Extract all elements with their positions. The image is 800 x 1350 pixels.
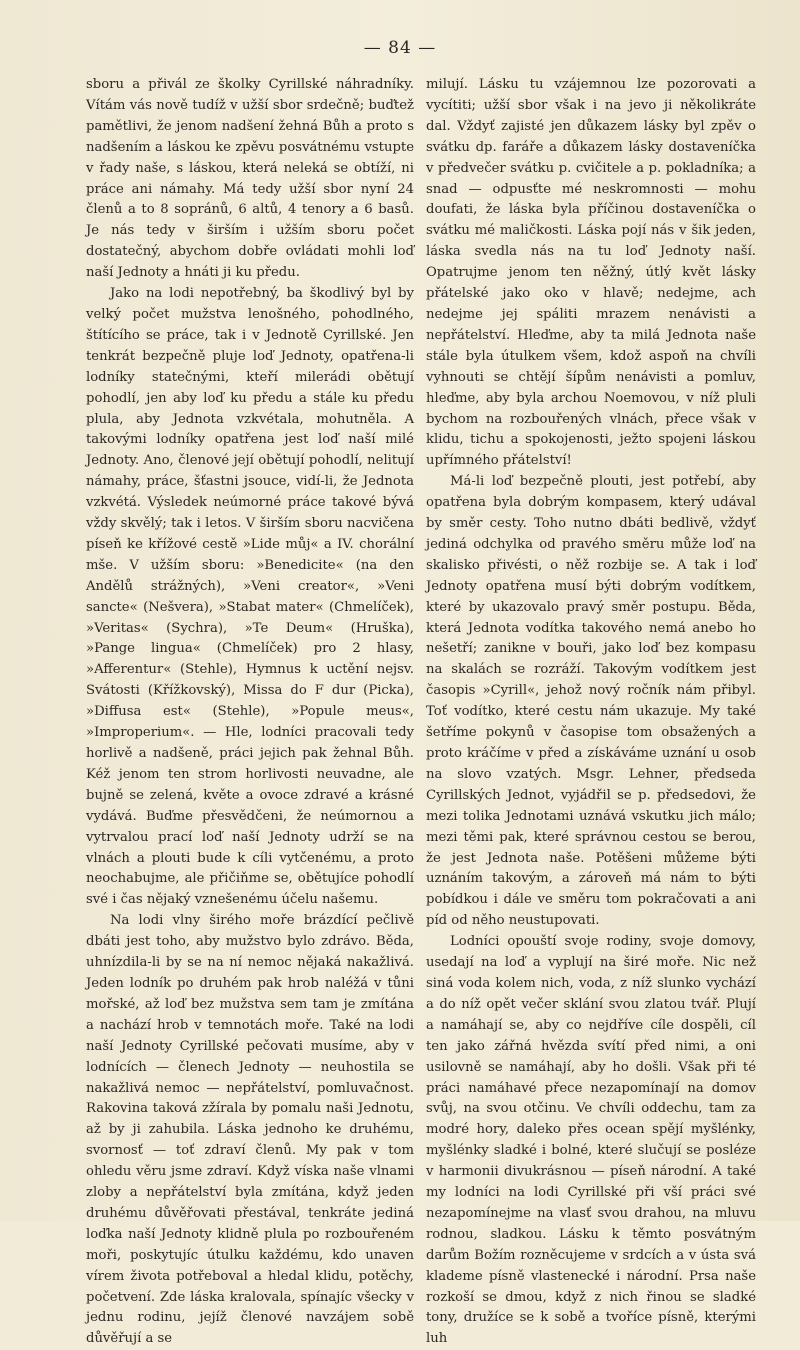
paragraph: Na lodi vlny širého moře brázdící pečlivě dbáti jest toho, aby mužstvo bylo zdrávo. Běda, uhnízdila-li by se na ní nemoc nějaká nakažlivá. Jeden lodník po druhém pak hrob naléžá v tůni mořské, až loď bez mužstva sem tam je zmítána a nachází hrob v temnotách moře. Také na lodi naší Jednoty Cyrillské pečovati musíme, aby v lodnících — členech Jednoty — neuhostila se nakažlivá nemoc — nepřátelství, pomluvačnost. Rakovina taková zžírala by pomalu naši Jednotu, až by ji zahubila. Láska jednoho ke druhému, svornosť — toť zdraví členů. My pak v tom ohledu věru jsme zdraví. Když víska naše vlnami zloby a nepřátelství byla zmítána, když jeden druhému důvěřovati přestával, tenkráte jediná loďka naší Jednoty klidně plula po rozbouřeném moři, poskytujíc útulku každému, kdo unaven vírem života potřeboval a hledal klidu, potěchy, početvení. Zde láska kralovala, spínajíc všecky v jednu rodinu, jejíž členové navzájem sobě důvěřují a se — [86, 913, 414, 1347]
right-column — [426, 75, 756, 1350]
paragraph: Jako na lodi nepotřebný, ba škodlivý byl by velký počet mužstva lenošného, pohodlného, štítícího se práce, tak i v Jednotě Cyrillské. Jen tenkrát bezpečně pluje loď Jednoty, opatřena-li lodníky statečnými, kteří milerádi obětují pohodlí, jen aby loď ku předu a stále ku předu plula, aby Jednota vzkvétala, mohutněla. A takovými lodníky opatřena jest loď naší milé Jednoty. Ano, členové její obětují pohodlí, nelitují námahy, práce, šťastni jsouce, vidí-li, že Jednota vzkvétá. Výsledek neúmorné práce takové bývá vždy skvělý; tak i letos. V širším sboru nacvičena píseň ke křížové cestě »Lide můj« a IV. chorální mše. V užším sboru: »Benedicite« (na den Andělů strážných), »Veni creator«, »Veni sancte« (Nešvera), »Stabat mater« (Chmelíček), »Veritas« (Sychra), »Te Deum« (Hruška), »Pange lingua« (Chmelíček) pro 2 hlasy, »Afferentur« (Stehle), Hymnus k uctění nejsv. Svátosti (Křížkovský), Missa do F dur (Picka), »Diffusa est« (Stehle), »Popule meus«, »Improperium«. — Hle, lodníci pracovali tedy horlivě a nadšeně, práci jejich pak žehnal Bůh. Kéž jenom ten strom horlivosti neuvadne, ale bujně se zelená, květe a ovoce zdravé a krásné vydává. Buďme přesvědčeni, že neúmornou a vytrvalou prací loď naší Jednoty udrží se na vlnách a plouti bude k cíli vytčenému, a proto neochabujme, ale přičiňme se, obětujíce pohodlí své i čas nějaký vznešenému účelu našemu. — [86, 286, 414, 908]
paragraph: Lodníci opouští svoje rodiny, svoje domovy, usedají na loď a vyplují na širé moře. Nic než siná voda kolem nich, voda, z níž slunko vychází a do níž opět večer sklání svou zlatou tvář. Plují a namáhají se, aby co nejdříve cíle dospěli, cíl ten jako zářná hvězda svítí před nimi, a oni usilovně se namáhají, aby ho došli. Však při té práci namáhavé přece nezapomínají na domov svůj, na svou otčinu. Ve chvíli oddechu, tam za modré hory, daleko přes ocean spějí myšlénky, myšlénky sladké i bolné, které slučují se posléze v harmonii divukrásnou — píseň národní. A také my lodníci na lodi Cyrillské při vší práci své nezapomínejme na vlasť svou drahou, na mluvu rodnou, sladkou. Lásku k těmto posvátným darům Božím rozněcujeme v srdcích a v ústa svá klademe písně vlastenecké i národní. Prsa naše rozkoší se dmou, když z nich řinou se sladké tony, družíce se k sobě a tvoříce písně, kterými luh — [426, 934, 756, 1347]
paragraph: milují. Lásku tu vzájemnou lze pozorovati a vycítiti; užší sbor však i na jevo ji několikráte dal. Vždyť zajisté jen důkazem lásky byl zpěv o svátku dp. faráře a důkazem lásky dostaveníčka v předvečer svátku p. cvičitele a p. pokladníka; a snad — odpusťte mé neskromnosti — mohu doufati, že láska byla příčinou dostaveníčka o svátku mé maličkosti. Láska pojí nás v šik jeden, láska svedla nás na tu loď Jednoty naší. Opatrujme jenom ten něžný, útlý květ lásky přátelské jako oko v hlavě; nedejme, ach nedejme jej spáliti mrazem nenávisti a nepřátelství. Hleďme, aby ta milá Jednota naše stále byla útulkem všem, kdož aspoň na chvíli vyhnouti se chtějí šípům nenávisti a pomluv, hleďme, aby byla archou Noemovou, v níž pluli bychom na rozbouřených vlnách, přece však v klidu, tichu a spokojenosti, ježto spojeni láskou upřímného přátelství! — [426, 77, 756, 469]
left-column — [86, 75, 414, 1350]
paragraph: sboru a přivál ze školky Cyrillské náhradníky. Vítám vás nově tudíž v užší sbor srdečně; buďtež pamětlivi, že jenom nadšení žehná Bůh a proto s nadšením a láskou ke zpěvu posvátnému vstupte v řady naše, s láskou, která neleká se obtíží, ni práce ani námahy. Má tedy užší sbor nyní 24 členů a to 8 sopránů, 6 altů, 4 tenory a 6 basů. Je nás tedy v širším i užším sboru počet dostatečný, abychom dobře ovládati mohli loď naší Jednoty a hnáti ji ku předu. — [86, 77, 414, 281]
paragraph: Má-li loď bezpečně plouti, jest potřebí, aby opatřena byla dobrým kompasem, který udával by směr cesty. Toho nutno dbáti bedlivě, vždyť jediná odchylka od pravého směru může loď na skalisko přivésti, o něž rozbije se. A tak i loď Jednoty opatřena musí býti dobrým vodítkem, které by ukazovalo pravý směr postupu. Běda, která Jednota vodítka takového nemá anebo ho nešetří; zanikne v bouři, jako loď bez kompasu na skalách se rozráží. Takovým vodítkem jest časopis »Cyrill«, jehož nový ročník nám přibyl. Toť vodítko, které cestu nám ukazuje. My také šetříme pokynů v časopise tom obsažených a proto kráčíme v před a získáváme uznání u osob na slovo vzatých. Msgr. Lehner, předseda Cyrillských Jednot, vyjádřil se p. předsedovi, že mezi tolika Jednotami uznává vskutku jich málo; mezi těmi pak, které správnou cestou se berou, že jest Jednota naše. Potěšeni můžeme býti uznáním takovým, a zároveň má nám to býti pobídkou i dále ve směru tom pokračovati a ani píd od něho neustupovati. — [426, 474, 756, 929]
page-number: — 84 — — [363, 38, 437, 58]
